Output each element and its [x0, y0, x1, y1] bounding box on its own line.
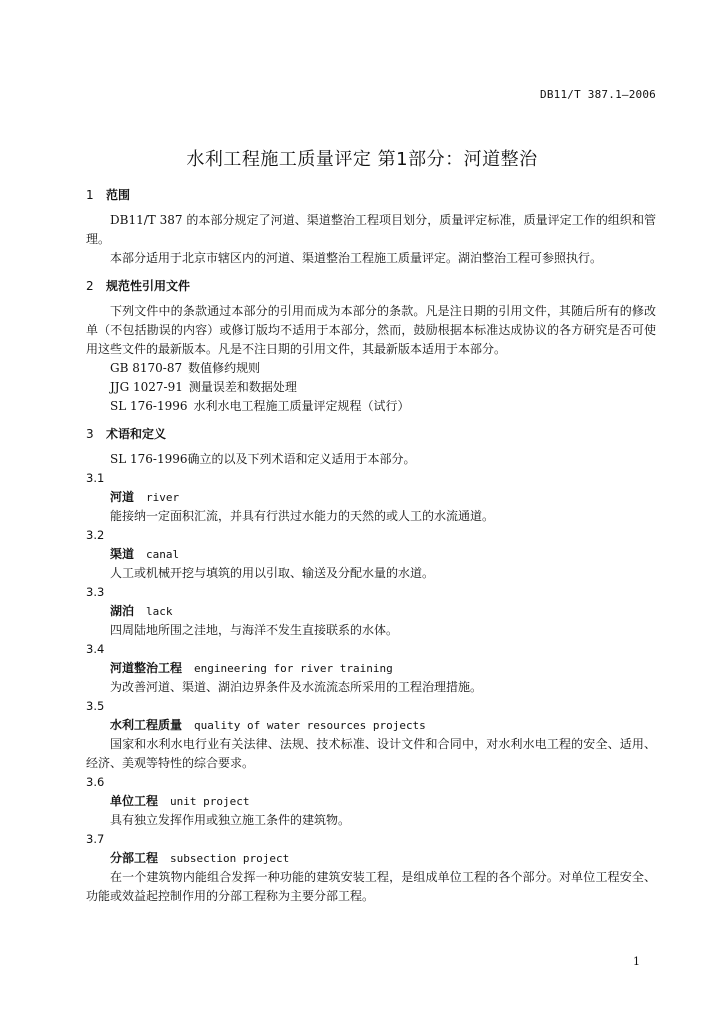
- term-english: canal: [146, 548, 180, 561]
- term-english: lack: [146, 605, 173, 618]
- term-english: unit project: [170, 795, 250, 808]
- section-heading-terms-definitions: [86, 425, 656, 444]
- document-code: DB11/T 387.1—2006: [540, 88, 656, 101]
- term-number: 3.5: [86, 699, 105, 713]
- term-chinese: 河道: [110, 490, 135, 504]
- paragraph: 本部分适用于北京市辖区内的河道、渠道整治工程施工质量评定。湖泊整治工程可参照执行。: [110, 251, 603, 265]
- section-number: 1: [86, 188, 94, 202]
- page-number: 1: [633, 955, 640, 968]
- term-chinese: 分部工程: [110, 851, 159, 865]
- section-title: 范围: [106, 188, 131, 202]
- term-english: river: [146, 491, 180, 504]
- term-chinese: 水利工程质量: [110, 718, 183, 732]
- term-english: engineering for river training: [194, 662, 393, 675]
- term-number: 3.3: [86, 585, 105, 599]
- document-title: 水利工程施工质量评定 第1部分：河道整治: [186, 149, 538, 170]
- paragraph: DB11/T 387 的本部分规定了河道、渠道整治工程项目划分，质量评定标准，质量评定工作的组织和管理。: [86, 213, 656, 246]
- term-definition: 具有独立发挥作用或独立施工条件的建筑物。: [110, 813, 351, 827]
- reference-code: GB 8170-87: [110, 361, 183, 375]
- term-heading: [86, 849, 656, 868]
- reference-name: 数值修约规则: [188, 361, 261, 375]
- reference-item: [86, 378, 656, 397]
- reference-item: [86, 397, 656, 416]
- term-chinese: 湖泊: [110, 604, 135, 618]
- term-chinese: 河道整治工程: [110, 661, 183, 675]
- term-heading: [86, 792, 656, 811]
- term-heading: [86, 659, 656, 678]
- term-heading: [86, 488, 656, 507]
- term-definition: 四周陆地所围之洼地，与海洋不发生直接联系的水体。: [110, 623, 399, 637]
- reference-name: 测量误差和数据处理: [188, 380, 297, 394]
- section-number: 3: [86, 427, 94, 441]
- term-number: 3.7: [86, 832, 105, 846]
- term-chinese: 渠道: [110, 547, 135, 561]
- section-number: 2: [86, 279, 94, 293]
- term-chinese: 单位工程: [110, 794, 159, 808]
- term-english: quality of water resources projects: [194, 719, 426, 732]
- term-definition: 为改善河道、渠道、湖泊边界条件及水流流态所采用的工程治理措施。: [110, 680, 483, 694]
- term-definition: 人工或机械开挖与填筑的用以引取、输送及分配水量的水道。: [110, 566, 435, 580]
- paragraph: SL 176-1996确立的以及下列术语和定义适用于本部分。: [110, 452, 416, 466]
- term-number: 3.4: [86, 642, 105, 656]
- reference-code: SL 176-1996: [110, 399, 188, 413]
- section-heading-scope: [86, 186, 656, 205]
- term-english: subsection project: [170, 852, 290, 865]
- reference-code: JJG 1027-91: [110, 380, 183, 394]
- paragraph: 下列文件中的条款通过本部分的引用而成为本部分的条款。凡是注日期的引用文件，其随后所有的修改单（不包括勘误的内容）或修订版均不适用于本部分，然而，鼓励根据本标准达成协议的各方研究是否可使用这些文件的最新版本。凡是不注日期的引用文件，其最新版本适用于本部分。: [86, 304, 656, 356]
- section-title: 术语和定义: [106, 427, 167, 441]
- term-number: 3.1: [86, 471, 105, 485]
- term-definition: 在一个建筑物内能组合发挥一种功能的建筑安装工程，是组成单位工程的各个部分。对单位工程安全、功能或效益起控制作用的分部工程称为主要分部工程。: [86, 870, 656, 903]
- term-definition: 国家和水利水电行业有关法律、法规、技术标准、设计文件和合同中，对水利水电工程的安全、适用、经济、美观等特性的综合要求。: [86, 737, 656, 770]
- document-body: [86, 186, 656, 906]
- reference-item: [86, 359, 656, 378]
- term-heading: [86, 716, 656, 735]
- term-definition: 能接纳一定面积汇流，并具有行洪过水能力的天然的或人工的水流通道。: [110, 509, 495, 523]
- term-heading: [86, 602, 656, 621]
- term-number: 3.2: [86, 528, 105, 542]
- section-heading-normative-references: [86, 277, 656, 296]
- section-title: 规范性引用文件: [106, 279, 191, 293]
- reference-name: 水利水电工程施工质量评定规程（试行）: [193, 399, 410, 413]
- term-heading: [86, 545, 656, 564]
- term-number: 3.6: [86, 775, 105, 789]
